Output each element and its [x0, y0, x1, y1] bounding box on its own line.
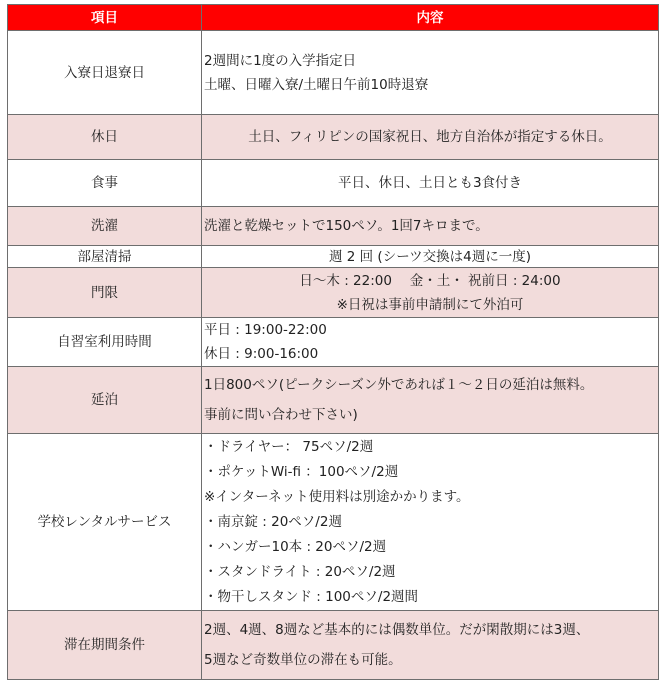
table-row: [8, 268, 659, 318]
content-line: 土日、フィリピンの国家祝日、地方自治体が指定する休日。: [248, 129, 612, 145]
row-label: 休日: [8, 115, 202, 160]
content-line: 平日、休日、土日とも3食付き: [337, 175, 523, 191]
row-label: 食事: [8, 160, 202, 207]
row-label: 入寮日退寮日: [8, 31, 202, 115]
table-row: [8, 318, 659, 367]
row-label: 学校レンタルサービス: [8, 434, 202, 611]
row-content: [202, 31, 659, 115]
row-content: [202, 611, 659, 680]
row-label: 洗濯: [8, 207, 202, 246]
content-line: 土曜、日曜入寮/土曜日午前10時退寮: [204, 76, 429, 93]
content-line: ※日祝は事前申請制にて外泊可: [336, 296, 524, 313]
table-row: [8, 367, 659, 434]
table-row: [8, 115, 659, 160]
content-line: 事前に問い合わせ下さい): [204, 407, 358, 423]
row-content: [202, 115, 659, 160]
content-line: 週 2 回 (シーツ交換は4週に一度): [328, 248, 532, 265]
row-content: [202, 160, 659, 207]
content-line: 休日 : 9:00-16:00: [204, 346, 319, 362]
content-line: ・ハンガー10本 : 20ペソ/2週: [204, 538, 387, 555]
row-content: [202, 246, 659, 268]
table-header-row: [8, 5, 659, 31]
table-row: [8, 160, 659, 207]
header-item: 項目: [8, 5, 202, 31]
header-content: 内容: [202, 5, 659, 31]
content-line: 2週、4週、8週など基本的には偶数単位。だが閑散期には3週、: [204, 622, 590, 638]
row-label: 自習室利用時間: [8, 318, 202, 367]
table-row: [8, 31, 659, 115]
row-content: [202, 268, 659, 318]
row-label: 延泊: [8, 367, 202, 434]
row-content: [202, 367, 659, 434]
content-line: ・ドライヤー： 75ペソ/2週: [204, 438, 374, 455]
content-line: 1日800ペソ(ピークシーズン外であれば１～２日の延泊は無料。: [204, 377, 594, 393]
content-line: ・スタンドライト : 20ペソ/2週: [204, 563, 396, 580]
content-line: ・物干しスタンド : 100ペソ/2週間: [204, 588, 419, 605]
table-row: [8, 246, 659, 268]
row-label: 滞在期間条件: [8, 611, 202, 680]
table-row: [8, 207, 659, 246]
row-label: 部屋清掃: [8, 246, 202, 268]
row-content: [202, 434, 659, 611]
row-content: [202, 318, 659, 367]
row-label: 門限: [8, 268, 202, 318]
content-line: ・南京錠 : 20ペソ/2週: [204, 513, 342, 530]
dormitory-info-table: [7, 4, 659, 680]
table-row: [8, 434, 659, 611]
content-line: ※インターネット使用料は別途かかります。: [204, 488, 470, 505]
content-line: 洗濯と乾燥セットで150ペソ。1回7キロまで。: [204, 218, 489, 234]
content-line: 2週間に1度の入学指定日: [204, 52, 357, 69]
content-line: 5週など奇数単位の滞在も可能。: [204, 652, 402, 668]
content-line: 平日 : 19:00-22:00: [204, 322, 327, 338]
content-line: ・ポケットWi-fi ：100ペソ/2週: [204, 463, 399, 480]
content-line: 日～木 : 22:00 金・土・ 祝前日 : 24:00: [299, 272, 561, 289]
row-content: [202, 207, 659, 246]
table-row: [8, 611, 659, 680]
